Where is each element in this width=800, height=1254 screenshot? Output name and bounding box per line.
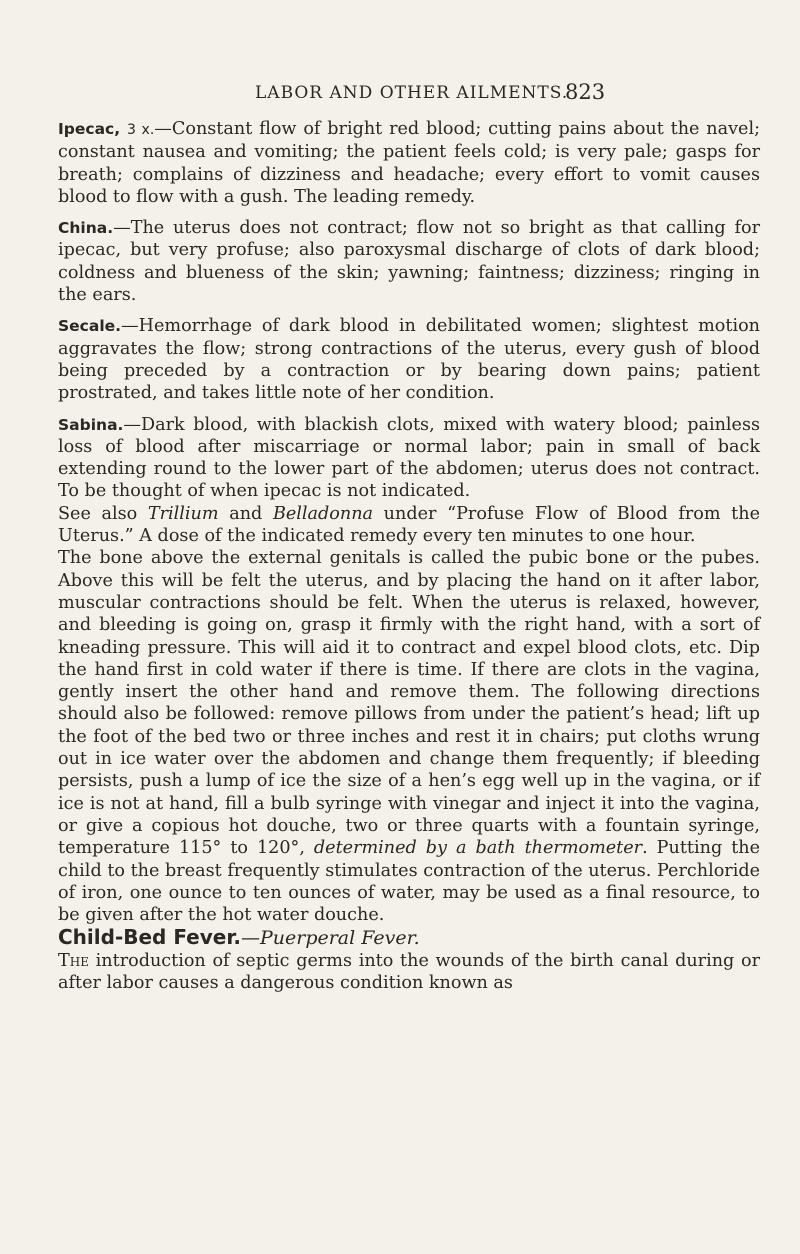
remedy-entry-china (58, 217, 760, 306)
page-body (58, 118, 760, 994)
thermometer-emphasis: determined by a bath thermometer (313, 838, 643, 859)
section-dash: — (240, 927, 260, 950)
remedy-name: Ipecac, (58, 120, 121, 138)
see-also-and: and (218, 503, 273, 524)
remedy-dose: 3 x. (126, 122, 155, 138)
see-also-rest: under “Profuse Flow of Blood from the Uterus.” A dose of the indicated remedy every ten minutes to one hour. (58, 503, 760, 547)
remedy-name: Sabina. (58, 415, 124, 434)
trillium-reference: Trillium (147, 503, 219, 524)
remedy-description: —Constant flow of bright red blood; cutting pains about the navel; constant nausea and vomiting; the patient feels cold; is very pale; gasps for breath; complains of dizziness and headache; every effort to vomit causes blood to flow with a gush. The leading remedy. (58, 119, 761, 207)
remedy-entry-sabina (58, 414, 760, 503)
remedy-name: Secale. (58, 317, 122, 336)
pubic-bone-paragraph (58, 547, 760, 926)
remedy-name: China. (58, 219, 114, 238)
section-intro-paragraph (58, 950, 760, 995)
belladonna-reference: Belladonna (272, 503, 374, 524)
remedy-description: —Dark blood, with blackish clots, mixed with watery blood; painless loss of blood after miscarriage or normal labor; pain in small of back extending round to the lower part of the abdomen; uterus does not contract. To be thought of when ipecac is not indicated. (58, 414, 760, 502)
page-header (0, 80, 800, 106)
section-title: Child-Bed Fever. (58, 925, 241, 950)
running-head: LABOR AND OTHER AILMENTS. (255, 83, 569, 103)
section-lead-word: The (58, 950, 89, 971)
section-heading (58, 926, 760, 949)
page-number: 823 (565, 80, 606, 104)
remedy-entry-ipecac (58, 118, 760, 208)
see-also-paragraph (58, 503, 760, 548)
section-subtitle: Puerperal Fever. (259, 927, 420, 950)
paragraph-text-before: The bone above the external genitals is called the pubic bone or the pubes. Above this will be felt the uterus, and by placing the hand on it after labor, muscular contractions should be felt. When the uterus is relaxed, however, and bleeding is going on, grasp it firmly with the right hand, with a sort of kneading pressure. This will aid it to contract and expel blood clots, etc. Dip the hand first in cold water if there is time. If there are clots in the vagina, gently insert the other hand and remove them. The following directions should also be followed: remove pillows from under the patient’s head; lift up the foot of the bed two or three inches and rest it in chairs; put cloths wrung out in ice water over the abdomen and change them frequently; if bleeding persists, push a lump of ice the size of a hen’s egg well up in the vagina, or if ice is not at hand, fill a bulb syringe with vinegar and inject it into the vagina, or give a copious hot douche, two or three quarts with a fountain syringe, temperature 115° to 120°, (58, 548, 760, 859)
see-also-prefix: See also (58, 503, 148, 524)
remedy-description: —Hemorrhage of dark blood in debilitated women; slightest motion aggravates the flow; strong contractions of the uterus, every gush of blood being preceded by a contraction or by bearing down pains; patient prostrated, and takes little note of her condition. (58, 316, 760, 404)
section-intro-text: introduction of septic germs into the wounds of the birth canal during or after labor causes a dangerous condition known as (58, 950, 760, 993)
remedy-description: —The uterus does not contract; flow not so bright as that calling for ipecac, but very profuse; also paroxysmal discharge of clots of dark blood; coldness and blueness of the skin; yawning; faintness; dizziness; ringing in the ears. (58, 218, 760, 306)
remedy-entry-secale (58, 315, 760, 404)
paragraph-text-after: . Putting the child to the breast frequently stimulates contraction of the uterus. Perchloride of iron, one ounce to ten ounces of water, may be used as a final resource, to be given after the hot water douche. (58, 838, 761, 926)
